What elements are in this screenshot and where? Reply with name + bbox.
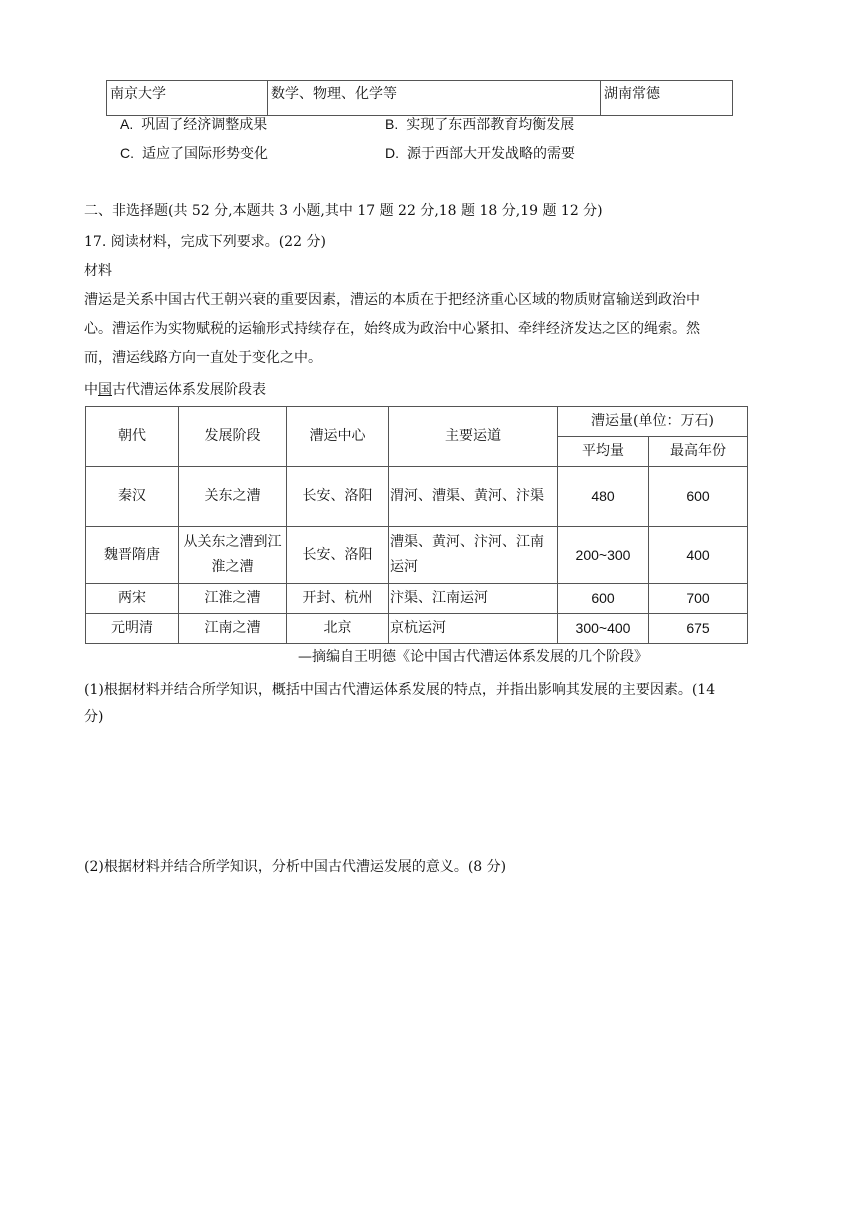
table-cell: 数学、物理、化学等 — [268, 81, 601, 116]
cell-max-year: 600 — [649, 467, 748, 527]
option-text: 巩固了经济调整成果 — [141, 117, 268, 133]
option-b — [385, 114, 574, 135]
cell-dynasty: 两宋 — [86, 584, 179, 614]
option-letter: C. — [120, 145, 134, 161]
header-volume: 漕运量(单位：万石) — [558, 407, 748, 437]
table-header-row — [86, 407, 748, 437]
cell-stage: 江南之漕 — [179, 614, 287, 644]
cell-max-year: 675 — [649, 614, 748, 644]
cell-route-line: 漕渠、黄河、汴河、江南 — [390, 534, 544, 550]
section-heading: 二、非选择题(共 52 分,本题共 3 小题,其中 17 题 22 分,18 题 18 分,19 题 12 分) — [84, 203, 603, 219]
sub-question-1-line: (1)根据材料并结合所学知识，概括中国古代漕运体系发展的特点，并指出影响其发展的主要因素。(14 — [84, 682, 716, 698]
cell-average: 200~300 — [558, 527, 649, 584]
table-title-part: 中 — [84, 382, 98, 398]
cell-route — [389, 527, 558, 584]
header-route: 主要运道 — [389, 407, 558, 467]
sub-question-2: (2)根据材料并结合所学知识，分析中国古代漕运发展的意义。(8 分) — [84, 859, 507, 875]
cell-route: 渭河、漕渠、黄河、汴渠 — [389, 467, 558, 527]
cell-center: 长安、洛阳 — [287, 527, 389, 584]
table-title-part: 古代漕运体系发展阶段表 — [112, 382, 266, 398]
option-text: 实现了东西部教育均衡发展 — [406, 117, 575, 133]
header-max-year: 最高年份 — [649, 437, 748, 467]
cell-stage — [179, 527, 287, 584]
table-cell: 南京大学 — [107, 81, 268, 116]
sub-question-1-line: 分) — [84, 709, 104, 725]
option-c — [120, 143, 268, 164]
table-row — [86, 584, 748, 614]
table-row — [86, 527, 748, 584]
table-row — [86, 467, 748, 527]
cell-stage: 关东之漕 — [179, 467, 287, 527]
table-row — [107, 81, 733, 116]
option-text: 适应了国际形势变化 — [142, 146, 268, 162]
material-paragraph-line: 心。漕运作为实物赋税的运输形式持续存在，始终成为政治中心紧扣、牵绊经济发达之区的绳索。然 — [84, 321, 700, 337]
table-title — [84, 380, 266, 400]
cell-average: 480 — [558, 467, 649, 527]
cell-dynasty: 元明清 — [86, 614, 179, 644]
cell-route-line: 运河 — [390, 559, 418, 575]
cell-route: 汴渠、江南运河 — [389, 584, 558, 614]
material-paragraph-line: 漕运是关系中国古代王朝兴衰的重要因素，漕运的本质在于把经济重心区域的物质财富输送到政治中 — [84, 292, 700, 308]
cell-center: 北京 — [287, 614, 389, 644]
option-letter: A. — [120, 116, 134, 132]
material-label: 材料 — [84, 263, 112, 279]
question-17-prompt: 17. 阅读材料，完成下列要求。(22 分) — [84, 234, 326, 250]
cell-dynasty: 秦汉 — [86, 467, 179, 527]
header-stage: 发展阶段 — [179, 407, 287, 467]
option-text: 源于西部大开发战略的需要 — [407, 146, 575, 162]
cell-stage-line: 淮之漕 — [211, 559, 254, 575]
cell-average: 300~400 — [558, 614, 649, 644]
table-row — [86, 614, 748, 644]
option-letter: B. — [385, 116, 399, 132]
canal-transport-table — [85, 406, 748, 644]
cell-stage-line: 从关东之漕到江 — [183, 534, 282, 550]
cell-max-year: 700 — [649, 584, 748, 614]
cell-center: 长安、洛阳 — [287, 467, 389, 527]
source-citation: —摘编自王明德《论中国古代漕运体系发展的几个阶段》 — [298, 649, 648, 665]
cell-average: 600 — [558, 584, 649, 614]
cell-center: 开封、杭州 — [287, 584, 389, 614]
top-fragment-table — [106, 80, 733, 116]
table-title-part: 国 — [98, 382, 112, 398]
table-cell: 湖南常德 — [601, 81, 733, 116]
material-paragraph-line: 而，漕运线路方向一直处于变化之中。 — [84, 350, 322, 366]
option-a — [120, 114, 267, 135]
option-letter: D. — [385, 145, 399, 161]
cell-dynasty: 魏晋隋唐 — [86, 527, 179, 584]
option-d — [385, 143, 575, 164]
header-center: 漕运中心 — [287, 407, 389, 467]
cell-stage: 江淮之漕 — [179, 584, 287, 614]
cell-max-year: 400 — [649, 527, 748, 584]
header-dynasty: 朝代 — [86, 407, 179, 467]
header-average: 平均量 — [558, 437, 649, 467]
cell-route: 京杭运河 — [389, 614, 558, 644]
